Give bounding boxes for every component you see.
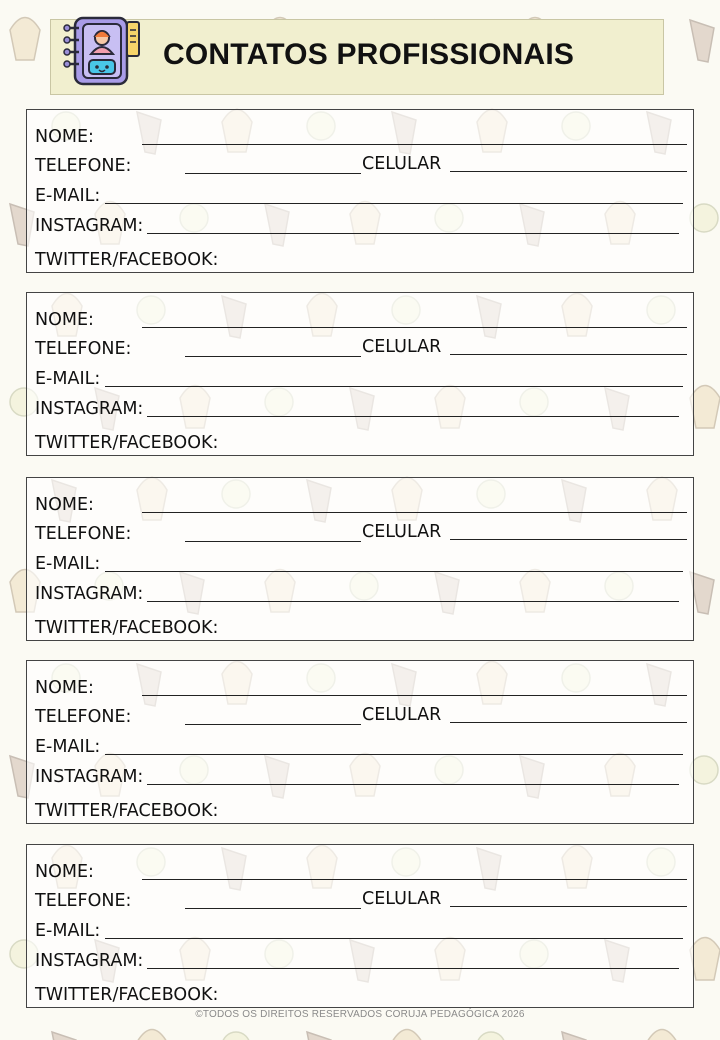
background-motif [477,1032,505,1040]
background-motif [307,1032,331,1040]
background-motif [690,756,718,784]
name-label: NOME: [35,310,94,330]
background-motif [690,204,718,232]
contact-card [26,109,694,273]
name-label: NOME: [35,678,94,698]
phone-label: TELEFONE: [35,891,132,911]
email-field[interactable] [105,938,683,939]
copyright-footer: ©TODOS OS DIREITOS RESERVADOS CORUJA PEDAGÓGICA 2026 [195,1009,525,1020]
name-label: NOME: [35,495,94,515]
instagram-label: INSTAGRAM: [35,584,144,604]
phone-label: TELEFONE: [35,524,132,544]
email-field[interactable] [105,571,683,572]
instagram-field[interactable] [147,233,679,234]
contact-card [26,660,694,824]
instagram-field[interactable] [147,784,679,785]
email-label: E-MAIL: [35,737,101,757]
mobile-field[interactable] [450,539,687,540]
phone-field[interactable] [185,908,361,909]
phone-label: TELEFONE: [35,156,132,176]
email-label: E-MAIL: [35,554,101,574]
page-title: CONTATOS PROFISSIONAIS [163,38,575,71]
background-motif [137,1030,167,1040]
instagram-field[interactable] [147,968,679,969]
phone-field[interactable] [185,724,361,725]
contact-book-icon [61,8,145,92]
instagram-field[interactable] [147,416,679,417]
background-motif [690,20,714,62]
instagram-label: INSTAGRAM: [35,767,144,787]
mobile-field[interactable] [450,171,687,172]
name-field[interactable] [142,879,687,880]
phone-field[interactable] [185,356,361,357]
contact-card [26,292,694,456]
background-motif [52,1032,76,1040]
email-field[interactable] [105,203,683,204]
email-field[interactable] [105,386,683,387]
twitter-facebook-label: TWITTER/FACEBOOK: [35,433,219,453]
twitter-facebook-label: TWITTER/FACEBOOK: [35,801,219,821]
instagram-label: INSTAGRAM: [35,951,144,971]
name-field[interactable] [142,695,687,696]
mobile-label: CELULAR [362,889,442,909]
background-motif [647,1030,677,1040]
email-label: E-MAIL: [35,369,101,389]
contact-card [26,477,694,641]
name-label: NOME: [35,862,94,882]
background-motif [222,1032,250,1040]
name-field[interactable] [142,144,687,145]
instagram-label: INSTAGRAM: [35,216,144,236]
mobile-field[interactable] [450,906,687,907]
mobile-field[interactable] [450,722,687,723]
twitter-facebook-label: TWITTER/FACEBOOK: [35,985,219,1005]
twitter-facebook-label: TWITTER/FACEBOOK: [35,618,219,638]
background-motif [562,1032,586,1040]
background-motif [690,386,720,429]
phone-label: TELEFONE: [35,707,132,727]
name-field[interactable] [142,512,687,513]
email-label: E-MAIL: [35,921,101,941]
phone-field[interactable] [185,541,361,542]
mobile-label: CELULAR [362,154,442,174]
phone-label: TELEFONE: [35,339,132,359]
instagram-label: INSTAGRAM: [35,399,144,419]
phone-field[interactable] [185,173,361,174]
page-header [50,19,664,95]
name-label: NOME: [35,127,94,147]
mobile-field[interactable] [450,354,687,355]
background-motif [690,938,720,981]
instagram-field[interactable] [147,601,679,602]
mobile-label: CELULAR [362,337,442,357]
mobile-label: CELULAR [362,522,442,542]
twitter-facebook-label: TWITTER/FACEBOOK: [35,250,219,270]
background-motif [10,18,40,61]
mobile-label: CELULAR [362,705,442,725]
name-field[interactable] [142,327,687,328]
email-label: E-MAIL: [35,186,101,206]
email-field[interactable] [105,754,683,755]
background-motif [392,1030,422,1040]
contact-card [26,844,694,1008]
